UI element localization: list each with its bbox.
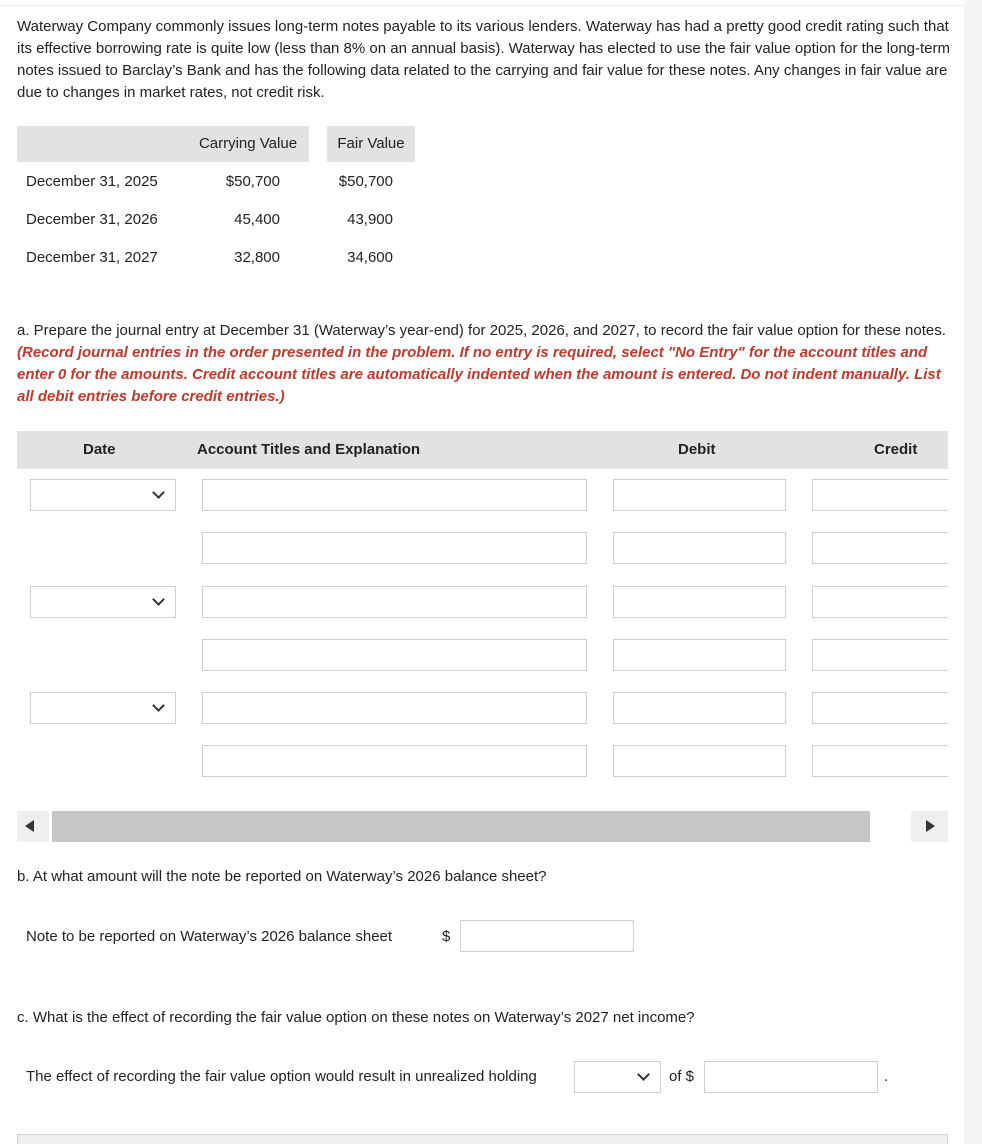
- part-a-question: [17, 320, 952, 408]
- credit-input[interactable]: [812, 745, 948, 777]
- effect-amount-input[interactable]: [704, 1061, 878, 1093]
- data-row-fair: 34,600: [347, 249, 393, 266]
- debit-input[interactable]: [613, 639, 786, 671]
- journal-header-account: Account Titles and Explanation: [197, 441, 421, 458]
- credit-input[interactable]: [812, 586, 948, 618]
- data-row-carrying: $50,700: [225, 173, 280, 190]
- scroll-left-button[interactable]: [17, 811, 49, 842]
- debit-input[interactable]: [613, 692, 786, 724]
- part-a-question-text: a. Prepare the journal entry at December 31 (Waterway’s year-end) for 2025, 2026, and 2027, to record the fair value option for these notes.: [17, 322, 946, 339]
- data-row-fair: 43,900: [347, 211, 393, 228]
- top-divider: [0, 5, 964, 6]
- page-gutter: [964, 0, 982, 1144]
- date-select[interactable]: [30, 692, 176, 724]
- part-b-currency: $: [442, 928, 451, 945]
- journal-header-debit: Debit: [678, 441, 716, 458]
- arrow-left-icon: [25, 820, 34, 832]
- chevron-down-icon: [637, 1068, 650, 1081]
- data-row-date: December 31, 2025: [26, 173, 158, 190]
- note-amount-input[interactable]: [460, 920, 634, 952]
- part-c-period: .: [884, 1068, 889, 1085]
- chevron-down-icon: [152, 593, 165, 606]
- date-select[interactable]: [30, 479, 176, 511]
- chevron-down-icon: [152, 486, 165, 499]
- horizontal-scrollbar-thumb[interactable]: [52, 811, 870, 842]
- part-b-question: b. At what amount will the note be reported on Waterway’s 2026 balance sheet?: [17, 868, 547, 885]
- part-c-label: The effect of recording the fair value option would result in unrealized holding: [26, 1068, 537, 1085]
- journal-table-header: [17, 431, 948, 469]
- part-c-of-label: of $: [669, 1068, 695, 1085]
- data-row-date: December 31, 2026: [26, 211, 158, 228]
- chevron-down-icon: [152, 699, 165, 712]
- data-table-header-blank: [17, 126, 187, 162]
- data-table-header-fair: Fair Value: [327, 126, 415, 162]
- account-title-input[interactable]: [202, 586, 587, 618]
- problem-intro: Waterway Company commonly issues long-term notes payable to its various lenders. Waterway has had a pretty good credit rating such that its effective borrowing rate is quite low (less than 8% on an annual basis). Waterway has elected to use the fair value option for the long-term notes issued to Barclay’s Bank and has the following data related to the carrying and fair value for these notes. Any changes in fair value are due to changes in market rates, not credit risk.: [17, 18, 950, 101]
- debit-input[interactable]: [613, 532, 786, 564]
- credit-input[interactable]: [812, 639, 948, 671]
- credit-input[interactable]: [812, 692, 948, 724]
- arrow-right-icon: [926, 820, 935, 832]
- part-a-instructions: (Record journal entries in the order presented in the problem. If no entry is required, select "No Entry" for the account titles and enter 0 for the amounts. Credit account titles are automatically indented when the amount is entered. Do not indent manually. List all debit entries before credit entries.): [17, 344, 941, 405]
- account-title-input[interactable]: [202, 745, 587, 777]
- date-select[interactable]: [30, 586, 176, 618]
- data-table-header-carrying: Carrying Value: [187, 126, 309, 162]
- data-row-fair: $50,700: [338, 173, 393, 190]
- account-title-input[interactable]: [202, 692, 587, 724]
- debit-input[interactable]: [613, 745, 786, 777]
- debit-input[interactable]: [613, 586, 786, 618]
- account-title-input[interactable]: [202, 532, 587, 564]
- account-title-input[interactable]: [202, 639, 587, 671]
- journal-header-date: Date: [83, 441, 116, 458]
- credit-input[interactable]: [812, 532, 948, 564]
- part-b-label: Note to be reported on Waterway’s 2026 balance sheet: [26, 928, 393, 945]
- gain-loss-select[interactable]: [574, 1061, 661, 1093]
- journal-header-credit: Credit: [874, 441, 918, 458]
- account-title-input[interactable]: [202, 479, 587, 511]
- debit-input[interactable]: [613, 479, 786, 511]
- credit-input[interactable]: [812, 479, 948, 511]
- data-row-carrying: 32,800: [234, 249, 280, 266]
- part-c-question: c. What is the effect of recording the fair value option on these notes on Waterway’s 2027 net income?: [17, 1009, 695, 1026]
- next-section-box: [17, 1134, 948, 1144]
- data-row-date: December 31, 2027: [26, 249, 158, 266]
- data-row-carrying: 45,400: [234, 211, 280, 228]
- scroll-right-button[interactable]: [911, 811, 948, 842]
